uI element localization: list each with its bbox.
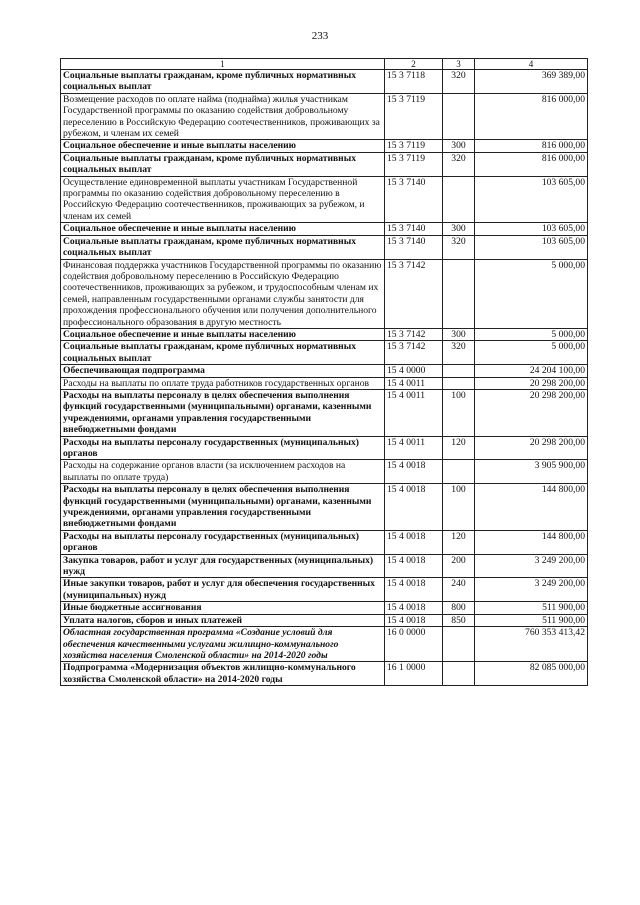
row-name: Закупка товаров, работ и услуг для государственных (муниципальных) нужд	[61, 554, 385, 578]
row-name: Социальные выплаты гражданам, кроме публичных нормативных социальных выплат	[61, 152, 385, 176]
row-code: 15 4 0018	[385, 460, 443, 484]
row-amount: 144 800,00	[475, 530, 588, 554]
row-code: 15 3 7142	[385, 328, 443, 340]
row-type: 120	[443, 530, 475, 554]
row-code: 15 3 7119	[385, 140, 443, 152]
row-code: 15 3 7142	[385, 259, 443, 328]
row-amount: 816 000,00	[475, 152, 588, 176]
row-name: Социальное обеспечение и иные выплаты населению	[61, 328, 385, 340]
row-code: 16 0 0000	[385, 627, 443, 662]
table-row	[61, 341, 588, 365]
row-code: 15 4 0011	[385, 389, 443, 436]
row-name: Социальное обеспечение и иные выплаты населению	[61, 223, 385, 235]
table-row	[61, 93, 588, 140]
row-name: Расходы на выплаты персоналу государственных (муниципальных) органов	[61, 436, 385, 460]
table-row	[61, 377, 588, 389]
row-amount: 511 900,00	[475, 614, 588, 626]
table-row	[61, 235, 588, 259]
table-row	[61, 554, 588, 578]
table-row	[61, 530, 588, 554]
row-type: 200	[443, 554, 475, 578]
row-type	[443, 176, 475, 223]
row-code: 15 4 0018	[385, 602, 443, 614]
row-code: 15 4 0011	[385, 436, 443, 460]
row-code: 15 4 0000	[385, 365, 443, 377]
row-code: 15 3 7140	[385, 235, 443, 259]
row-name: Обеспечивающая подпрограмма	[61, 365, 385, 377]
row-type	[443, 365, 475, 377]
row-type: 800	[443, 602, 475, 614]
row-name: Расходы на выплаты персоналу в целях обеспечения выполнения функций государственными (муниципальными) органами, казенными учреждениями, органами управления государственными внебюджетными фондами	[61, 484, 385, 531]
row-type: 320	[443, 235, 475, 259]
row-name: Социальные выплаты гражданам, кроме публичных нормативных социальных выплат	[61, 70, 385, 94]
row-code: 15 4 0011	[385, 377, 443, 389]
row-amount: 369 389,00	[475, 70, 588, 94]
row-amount: 760 353 413,42	[475, 627, 588, 662]
budget-table	[60, 58, 588, 686]
row-code: 15 4 0018	[385, 530, 443, 554]
row-name: Расходы на выплаты персоналу в целях обеспечения выполнения функций государственными (муниципальными) органами, казенными учреждениями, органами управления государственными внебюджетными фондами	[61, 389, 385, 436]
row-amount: 3 905 900,00	[475, 460, 588, 484]
table-row	[61, 578, 588, 602]
table-row	[61, 436, 588, 460]
row-amount: 24 204 100,00	[475, 365, 588, 377]
row-type: 100	[443, 389, 475, 436]
table-row	[61, 70, 588, 94]
row-code: 15 3 7119	[385, 152, 443, 176]
header-col-1: 1	[61, 59, 385, 70]
page-number: 233	[311, 30, 329, 42]
row-amount: 103 605,00	[475, 176, 588, 223]
table-row	[61, 140, 588, 152]
row-amount: 20 298 200,00	[475, 389, 588, 436]
table-row	[61, 259, 588, 328]
row-code: 15 3 7140	[385, 223, 443, 235]
header-col-3: 3	[443, 59, 475, 70]
row-code: 15 3 7142	[385, 341, 443, 365]
row-name: Областная государственная программа «Создание условий для обеспечения качественными услугами жилищно-коммунального хозяйства населения Смоленской области» на 2014-2020 годы	[61, 627, 385, 662]
row-code: 15 3 7119	[385, 93, 443, 140]
row-amount: 103 605,00	[475, 235, 588, 259]
row-amount: 5 000,00	[475, 259, 588, 328]
header-col-4: 4	[475, 59, 588, 70]
row-code: 15 3 7118	[385, 70, 443, 94]
row-type: 300	[443, 140, 475, 152]
row-name: Осуществление единовременной выплаты участникам Государственной программы по оказанию содействия добровольному переселению в Российскую Федерацию соотечественников, проживающих за рубежом, и членам их семей	[61, 176, 385, 223]
row-name: Иные бюджетные ассигнования	[61, 602, 385, 614]
row-type	[443, 377, 475, 389]
row-name: Социальные выплаты гражданам, кроме публичных нормативных социальных выплат	[61, 341, 385, 365]
row-amount: 144 800,00	[475, 484, 588, 531]
row-type	[443, 259, 475, 328]
row-name: Расходы на выплаты по оплате труда работников государственных органов	[61, 377, 385, 389]
table-row	[61, 223, 588, 235]
row-type	[443, 662, 475, 686]
row-type: 850	[443, 614, 475, 626]
table-row	[61, 484, 588, 531]
row-code: 15 3 7140	[385, 176, 443, 223]
table-row	[61, 662, 588, 686]
row-amount: 511 900,00	[475, 602, 588, 614]
table-row	[61, 627, 588, 662]
row-name: Уплата налогов, сборов и иных платежей	[61, 614, 385, 626]
row-name: Социальное обеспечение и иные выплаты населению	[61, 140, 385, 152]
row-code: 15 4 0018	[385, 578, 443, 602]
table-row	[61, 614, 588, 626]
row-name: Возмещение расходов по оплате найма (поднайма) жилья участникам Государственной программы по оказанию содействия добровольному переселению в Российскую Федерацию соотечественников, проживающих за рубежом, и членам их семей	[61, 93, 385, 140]
row-amount: 3 249 200,00	[475, 554, 588, 578]
row-amount: 103 605,00	[475, 223, 588, 235]
row-type: 100	[443, 484, 475, 531]
row-name: Подпрограмма «Модернизация объектов жилищно-коммунального хозяйства Смоленской области» на 2014-2020 годы	[61, 662, 385, 686]
row-amount: 82 085 000,00	[475, 662, 588, 686]
row-code: 15 4 0018	[385, 554, 443, 578]
row-amount: 5 000,00	[475, 328, 588, 340]
table-row	[61, 389, 588, 436]
row-type: 300	[443, 223, 475, 235]
row-type: 240	[443, 578, 475, 602]
table-header	[61, 59, 588, 70]
row-amount: 816 000,00	[475, 140, 588, 152]
row-type	[443, 93, 475, 140]
row-amount: 3 249 200,00	[475, 578, 588, 602]
row-type	[443, 627, 475, 662]
row-code: 15 4 0018	[385, 484, 443, 531]
table-row	[61, 152, 588, 176]
row-code: 15 4 0018	[385, 614, 443, 626]
row-type: 320	[443, 341, 475, 365]
row-name: Финансовая поддержка участников Государственной программы по оказанию содействия добровольному переселению в Российскую Федерацию соотечественников, проживающих за рубежом, и трудоспособным членам их семей, направленным государственными органами службы занятости для прохождения профессионального обучения или получения дополнительного профессионального образования в другую местность	[61, 259, 385, 328]
header-col-2: 2	[385, 59, 443, 70]
table-row	[61, 328, 588, 340]
row-name: Социальные выплаты гражданам, кроме публичных нормативных социальных выплат	[61, 235, 385, 259]
row-type: 320	[443, 70, 475, 94]
row-name: Расходы на содержание органов власти (за исключением расходов на выплаты по оплате труда)	[61, 460, 385, 484]
table-row	[61, 460, 588, 484]
table-row	[61, 602, 588, 614]
table-row	[61, 365, 588, 377]
row-type: 300	[443, 328, 475, 340]
row-type: 320	[443, 152, 475, 176]
row-amount: 20 298 200,00	[475, 436, 588, 460]
row-type	[443, 460, 475, 484]
row-amount: 816 000,00	[475, 93, 588, 140]
row-name: Расходы на выплаты персоналу государственных (муниципальных) органов	[61, 530, 385, 554]
row-code: 16 1 0000	[385, 662, 443, 686]
row-name: Иные закупки товаров, работ и услуг для обеспечения государственных (муниципальных) нужд	[61, 578, 385, 602]
row-amount: 20 298 200,00	[475, 377, 588, 389]
row-amount: 5 000,00	[475, 341, 588, 365]
table-row	[61, 176, 588, 223]
row-type: 120	[443, 436, 475, 460]
